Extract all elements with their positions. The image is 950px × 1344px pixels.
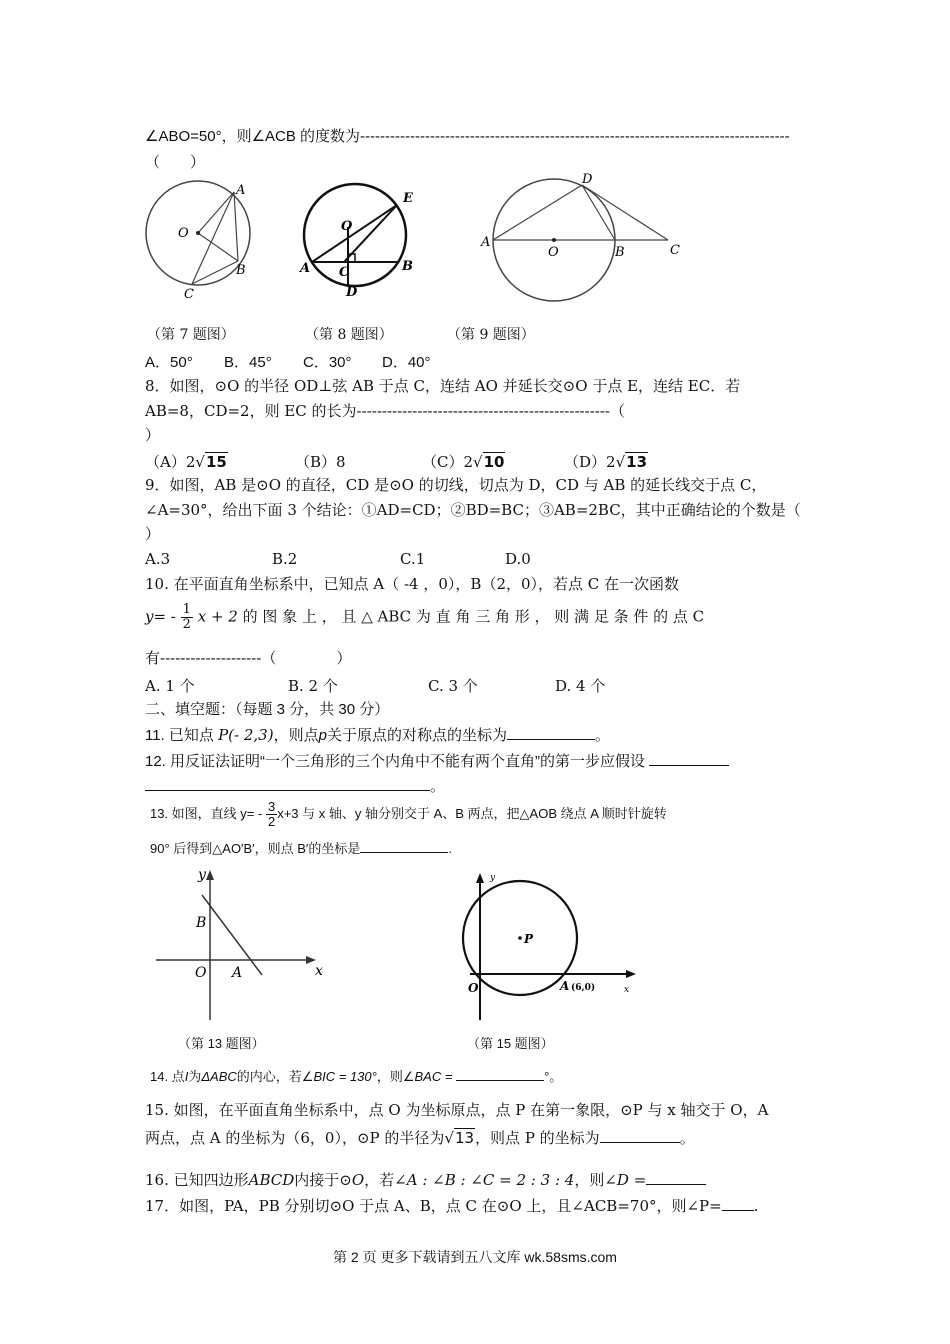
figure-8 (295, 180, 425, 300)
figure-9 (478, 168, 693, 306)
caption-fig9: （第 9 题图） (447, 327, 535, 343)
sqrt-symbol: √10 (473, 453, 505, 471)
q14: 14. 点I为ΔABC的内心，若∠BIC = 130°，则∠BAC = °。 (150, 1066, 562, 1087)
answer-blank (600, 1128, 680, 1143)
figure-13 (150, 865, 330, 1025)
answer-blank (649, 751, 729, 766)
q13-line1: 13. 如图，直线 y= - $\frac{3}{2}$ x+3 与 x 轴、y 轴分别交于 A、B 两点，把△AOB 绕点 A 顺时针旋转 (150, 799, 667, 829)
answer-blank (722, 1196, 754, 1211)
label-O: O (178, 226, 189, 241)
q9-line2: ∠A=30°，给出下面 3 个结论：①AD=CD；②BD=BC；③AB=2BC，其中正确结论的个数是（ (145, 501, 801, 519)
figure-15 (450, 868, 650, 1028)
label-O: O (548, 245, 559, 260)
label-A-coord: (6,0) (571, 983, 596, 993)
answer-blank (646, 1170, 706, 1185)
q12-line2: 。 (145, 776, 445, 797)
caption-fig15: （第 15 题图） (467, 1036, 554, 1051)
label-A: A (560, 979, 570, 993)
page-footer: 第 2 页 更多下载请到五八文库 wk.58sms.com (333, 1249, 617, 1265)
label-C: C (670, 243, 680, 258)
q16: 16. 已知四边形ABCD内接于⊙O，若∠A : ∠B : ∠C = 2 : 3 : 4，则∠D = (145, 1170, 706, 1190)
label-B: B (236, 263, 246, 278)
section-2-heading: 二、填空题：（每题 3 分，共 30 分） (145, 701, 390, 718)
fraction: $\frac{3}{2}$ (267, 799, 276, 829)
sqrt-symbol: √13 (615, 453, 648, 471)
label-O: O (195, 965, 207, 981)
answer-blank (507, 725, 595, 740)
caption-fig13: （第 13 题图） (178, 1036, 265, 1051)
label-C: C (184, 287, 194, 302)
caption-fig7: （第 7 题图） (147, 327, 235, 343)
label-P: P (524, 932, 534, 946)
axis-y-label: y (198, 867, 206, 883)
q9-option-a: A.3 (145, 550, 171, 568)
caption-fig8: （第 8 题图） (305, 327, 393, 343)
q8-line1: 8．如图，⊙O 的半径 OD⊥弦 AB 于点 C，连结 AO 并延长交⊙O 于点 E，连结 EC．若 (145, 377, 741, 395)
q8-option-b: （B）8 (295, 453, 346, 471)
q7-option-d: D．40° (382, 354, 431, 371)
q15-line2: 两点，点 A 的坐标为（6，0），⊙P 的半径为√13，则点 P 的坐标为 。 (145, 1129, 695, 1147)
q10-line2: y= - $\frac{1}{2}$ x + 2 的 图 象 上 ， 且 △ ABC 为 直 角 三 角 形 ， 则 满 足 条 件 的 点 C (145, 602, 705, 632)
q10-line3: 有--------------------（ ） (145, 649, 352, 667)
q8-option-d: （D）2√13 (564, 453, 648, 471)
q10-option-b: B. 2 个 (288, 677, 338, 695)
axis-x-label: x (315, 963, 323, 979)
axis-x-label: x (624, 985, 630, 995)
q7-option-c: C．30° (303, 354, 352, 371)
q13-line2: 90° 后得到△AO′B′，则点 B′的坐标是 . (150, 838, 452, 859)
q8-line2: AB=8，CD=2，则 EC 的长为--------------------------------------------------（ (145, 402, 625, 420)
q15-line1: 15. 如图，在平面直角坐标系中，点 O 为坐标原点，点 P 在第一象限，⊙P 与 x 轴交于 O，A (145, 1101, 769, 1119)
label-A: A (236, 183, 246, 198)
q8-option-c: （C）2√10 (422, 453, 505, 471)
q7-paren: （ ） (145, 153, 206, 171)
answer-blank (360, 838, 448, 853)
q10-option-d: D. 4 个 (555, 677, 606, 695)
sqrt-symbol: √15 (195, 453, 227, 471)
q7-option-a: A．50° (145, 354, 193, 371)
answer-blank (145, 776, 430, 791)
axis-y-label: y (490, 873, 496, 883)
label-B: B (196, 915, 207, 931)
fraction: $\frac{1}{2}$ (182, 602, 191, 632)
q17: 17．如图，PA，PB 分别切⊙O 于点 A、B，点 C 在⊙O 上，且∠ACB=70°，则∠P= . (145, 1197, 759, 1215)
figure-7 (140, 178, 260, 303)
q8-line3: ） (145, 426, 161, 444)
label-O: O (341, 219, 353, 234)
q10-option-a: A. 1 个 (145, 677, 195, 695)
label-B: B (402, 259, 413, 274)
label-A: A (232, 965, 243, 981)
q10-option-c: C. 3 个 (428, 677, 478, 695)
label-C: C (339, 265, 350, 280)
q7-option-b: B．45° (224, 354, 272, 371)
label-A: A (300, 261, 311, 276)
label-D: D (582, 172, 593, 187)
q7-stem: ∠ABO=50°，则∠ACB 的度数为-------------------------------------------------------------------------------------- (145, 128, 790, 145)
q9-option-d: D.0 (505, 550, 531, 568)
label-D: D (346, 285, 358, 300)
label-E: E (403, 191, 413, 206)
sqrt-symbol: √13 (444, 1129, 475, 1147)
label-A: A (481, 235, 491, 250)
q9-line3: ） (145, 525, 161, 543)
q9-option-c: C.1 (400, 550, 426, 568)
q8-option-a: （A）2√15 (145, 453, 227, 471)
label-O: O (468, 981, 479, 995)
q12-line1: 12. 用反证法证明“一个三角形的三个内角中不能有两个直角”的第一步应假设 (145, 751, 729, 772)
q9-line1: 9．如图，AB 是⊙O 的直径，CD 是⊙O 的切线，切点为 D，CD 与 AB 的延长线交于点 C， (145, 476, 767, 494)
q11: 11. 已知点 P(- 2,3)，则点p关于原点的对称点的坐标为 。 (145, 726, 610, 744)
q10-line1: 10. 在平面直角坐标系中，已知点 A（ -4 ，0），B（2，0），若点 C 在一次函数 (145, 575, 680, 593)
label-B: B (615, 245, 625, 260)
answer-blank (456, 1066, 544, 1081)
q9-option-b: B.2 (272, 550, 298, 568)
